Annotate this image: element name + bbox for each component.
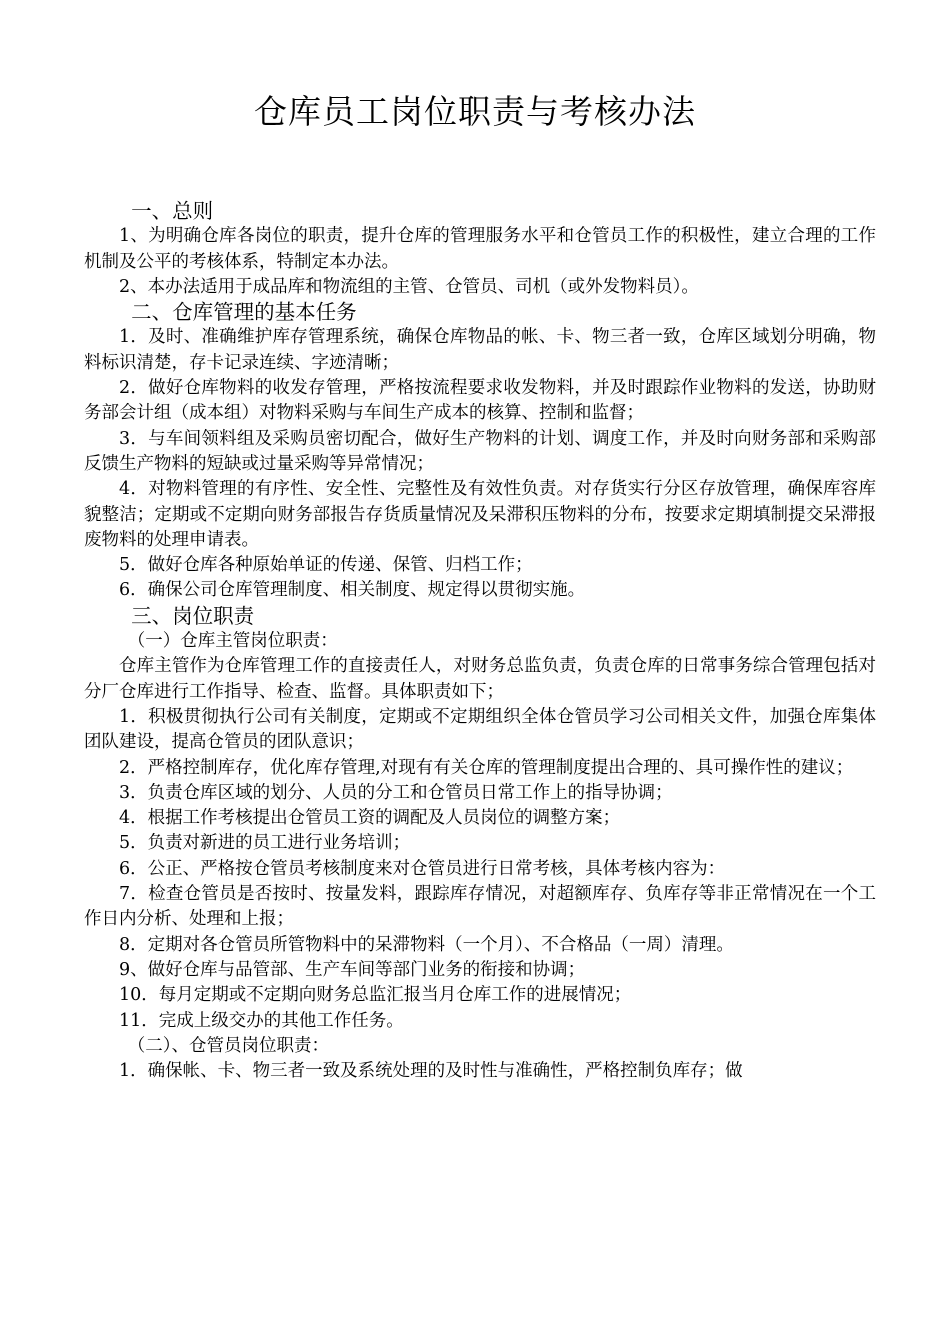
section-heading: 二、仓库管理的基本任务 bbox=[131, 300, 357, 325]
paragraph: 10．每月定期或不定期向财务总监汇报当月仓库工作的进展情况； bbox=[119, 985, 632, 1006]
paragraph: 2、本办法适用于成品库和物流组的主管、仓管员、司机（或外发物料员）。 bbox=[119, 276, 699, 297]
subsection-heading: （一）仓库主管岗位职责： bbox=[127, 631, 338, 652]
paragraph: 5．做好仓库各种原始单证的传递、保管、归档工作； bbox=[119, 555, 533, 576]
paragraph: 1．确保帐、卡、物三者一致及系统处理的及时性与准确性，严格控制负库存；做 bbox=[119, 1061, 743, 1082]
paragraph: 9、做好仓库与品管部、生产车间等部门业务的衔接和协调； bbox=[119, 959, 586, 980]
paragraph: 1．及时、准确维护库存管理系统，确保仓库物品的帐、卡、物三者一致，仓库区域划分明确，物料标识清楚，存卡记录连续、字迹清晰； bbox=[84, 327, 876, 373]
paragraph: 2．做好仓库物料的收发存管理，严格按流程要求收发物料，并及时跟踪作业物料的发送，协助财务部会计组（成本组）对物料采购与车间生产成本的核算、控制和监督； bbox=[84, 378, 876, 424]
paragraph: 3．负责仓库区域的划分、人员的分工和仓管员日常工作上的指导协调； bbox=[119, 782, 673, 803]
paragraph: 8．定期对各仓管员所管物料中的呆滞物料（一个月）、不合格品（一周）清理。 bbox=[119, 934, 734, 955]
paragraph: 1．积极贯彻执行公司有关制度，定期或不定期组织全体仓管员学习公司相关文件，加强仓库集体团队建设，提高仓管员的团队意识； bbox=[84, 706, 876, 753]
paragraph: 4．对物料管理的有序性、安全性、完整性及有效性负责。对存货实行分区存放管理，确保库容库貌整洁；定期或不定期向财务部报告存货质量情况及呆滞积压物料的分布，按要求定期填制提交呆滞报废物料的处理申请表。 bbox=[84, 479, 876, 550]
section-heading: 三、岗位职责 bbox=[131, 603, 255, 628]
paragraph: 6．确保公司仓库管理制度、相关制度、规定得以贯彻实施。 bbox=[119, 580, 586, 601]
document-body bbox=[84, 199, 876, 1084]
section-heading: 一、总则 bbox=[131, 199, 214, 223]
paragraph: 4．根据工作考核提出仓管员工资的调配及人员岗位的调整方案； bbox=[119, 808, 621, 829]
paragraph: 11．完成上级交办的其他工作任务。 bbox=[119, 1010, 404, 1031]
paragraph: 1、为明确仓库各岗位的职责，提升仓库的管理服务水平和仓管员工作的积极性，建立合理的工作机制及公平的考核体系，特制定本办法。 bbox=[84, 226, 876, 272]
paragraph: 6．公正、严格按仓管员考核制度来对仓管员进行日常考核，具体考核内容为： bbox=[119, 858, 726, 879]
paragraph: 仓库主管作为仓库管理工作的直接责任人，对财务总监负责，负责仓库的日常事务综合管理包括对分厂仓库进行工作指导、检查、监督。具体职责如下； bbox=[84, 656, 876, 702]
paragraph: 2．严格控制库存，优化库存管理,对现有有关仓库的管理制度提出合理的、具可操作性的建议； bbox=[119, 757, 854, 778]
paragraph: 7．检查仓管员是否按时、按量发料，跟踪库存情况，对超额库存、负库存等非正常情况在一个工作日内分析、处理和上报； bbox=[84, 884, 876, 930]
paragraph: 3．与车间领料组及采购员密切配合，做好生产物料的计划、调度工作，并及时向财务部和采购部反馈生产物料的短缺或过量采购等异常情况； bbox=[84, 428, 876, 474]
paragraph: 5．负责对新进的员工进行业务培训； bbox=[119, 833, 411, 854]
subsection-heading: （二）、仓管员岗位职责： bbox=[127, 1035, 329, 1056]
document-title: 仓库员工岗位职责与考核办法 bbox=[254, 92, 696, 131]
